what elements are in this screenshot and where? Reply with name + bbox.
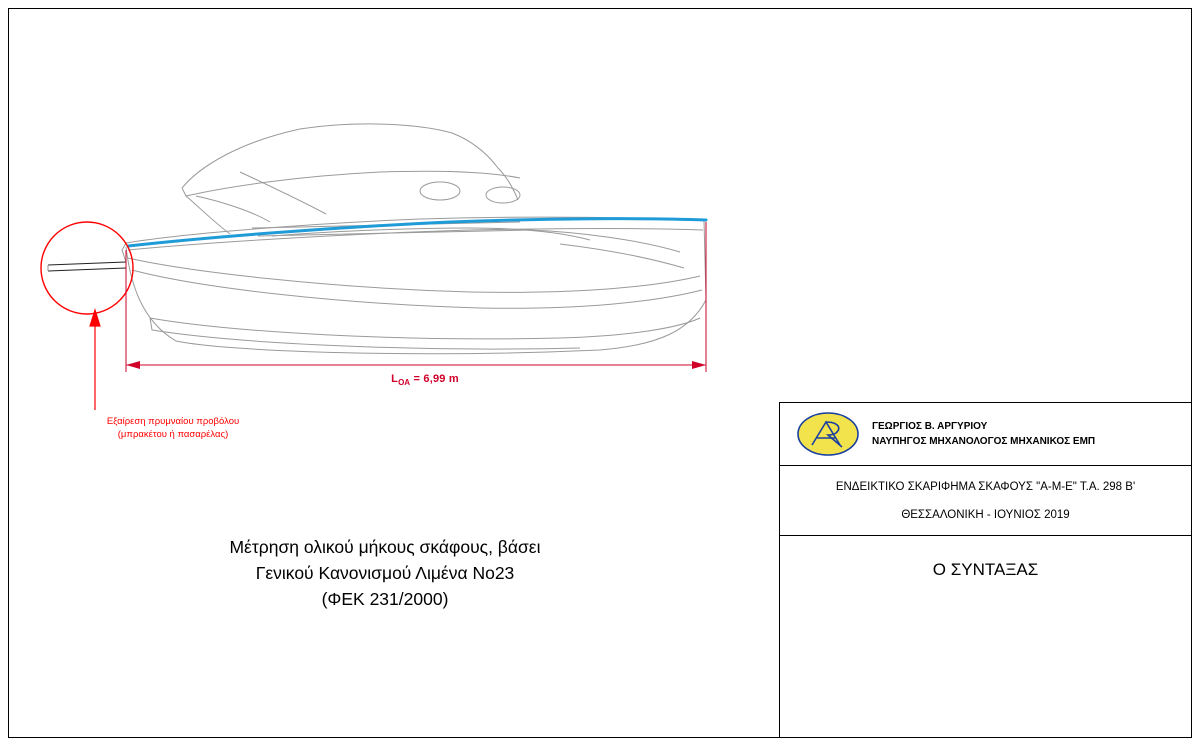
callout-leader (90, 310, 100, 410)
dimension-symbol: L (391, 373, 399, 385)
deck-hatch-aft (486, 187, 520, 203)
dimension-line-loa (126, 222, 706, 372)
dimension-subscript: ΟΑ (398, 378, 411, 388)
hull-outline-group (48, 124, 706, 354)
place-date: ΘΕΣΣΑΛΟΝΙΚΗ - ΙΟΥΝΙΟΣ 2019 (901, 508, 1070, 521)
drawing-caption (150, 534, 620, 612)
dimension-value: = 6,99 m (410, 373, 459, 385)
title-block-description-row (780, 466, 1191, 536)
title-block-signature-row (780, 536, 1191, 737)
monogram-logo (790, 409, 866, 459)
signature-label: Ο ΣΥΝΤΑΞΑΣ (932, 560, 1039, 579)
drawing-title: ΕΝΔΕΙΚΤΙΚΟ ΣΚΑΡΙΦΗΜΑ ΣΚΑΦΟΥΣ "Α-Μ-Ε" Τ.Α. 298 Β' (835, 480, 1136, 493)
owner-name: ΓΕΩΡΓΙΟΣ Β. ΑΡΓΥΡΙΟΥ (872, 421, 988, 432)
callout-line-1: Εξαίρεση πρυμναίου προβόλου (106, 416, 240, 427)
owner-info (872, 419, 1095, 449)
title-block (779, 402, 1192, 738)
caption-line-1: Μέτρηση ολικού μήκους σκάφους, βάσει (229, 537, 541, 557)
dimension-label (300, 373, 550, 387)
owner-title: ΝΑΥΠΗΓΟΣ ΜΗΧΑΝΟΛΟΓΟΣ ΜΗΧΑΝΙΚΟΣ ΕΜΠ (872, 436, 1096, 447)
caption-line-2: Γενικού Κανονισμού Λιμένα Νο23 (255, 563, 515, 583)
detail-callout-text (78, 415, 268, 441)
deck-hatch-fore (420, 182, 460, 200)
monogram-logo-icon (790, 409, 866, 459)
callout-line-2: (μπρακέτου ή πασαρέλας) (117, 429, 229, 440)
title-block-owner-row (780, 403, 1191, 466)
caption-line-3: (ΦΕΚ 231/2000) (321, 589, 449, 609)
